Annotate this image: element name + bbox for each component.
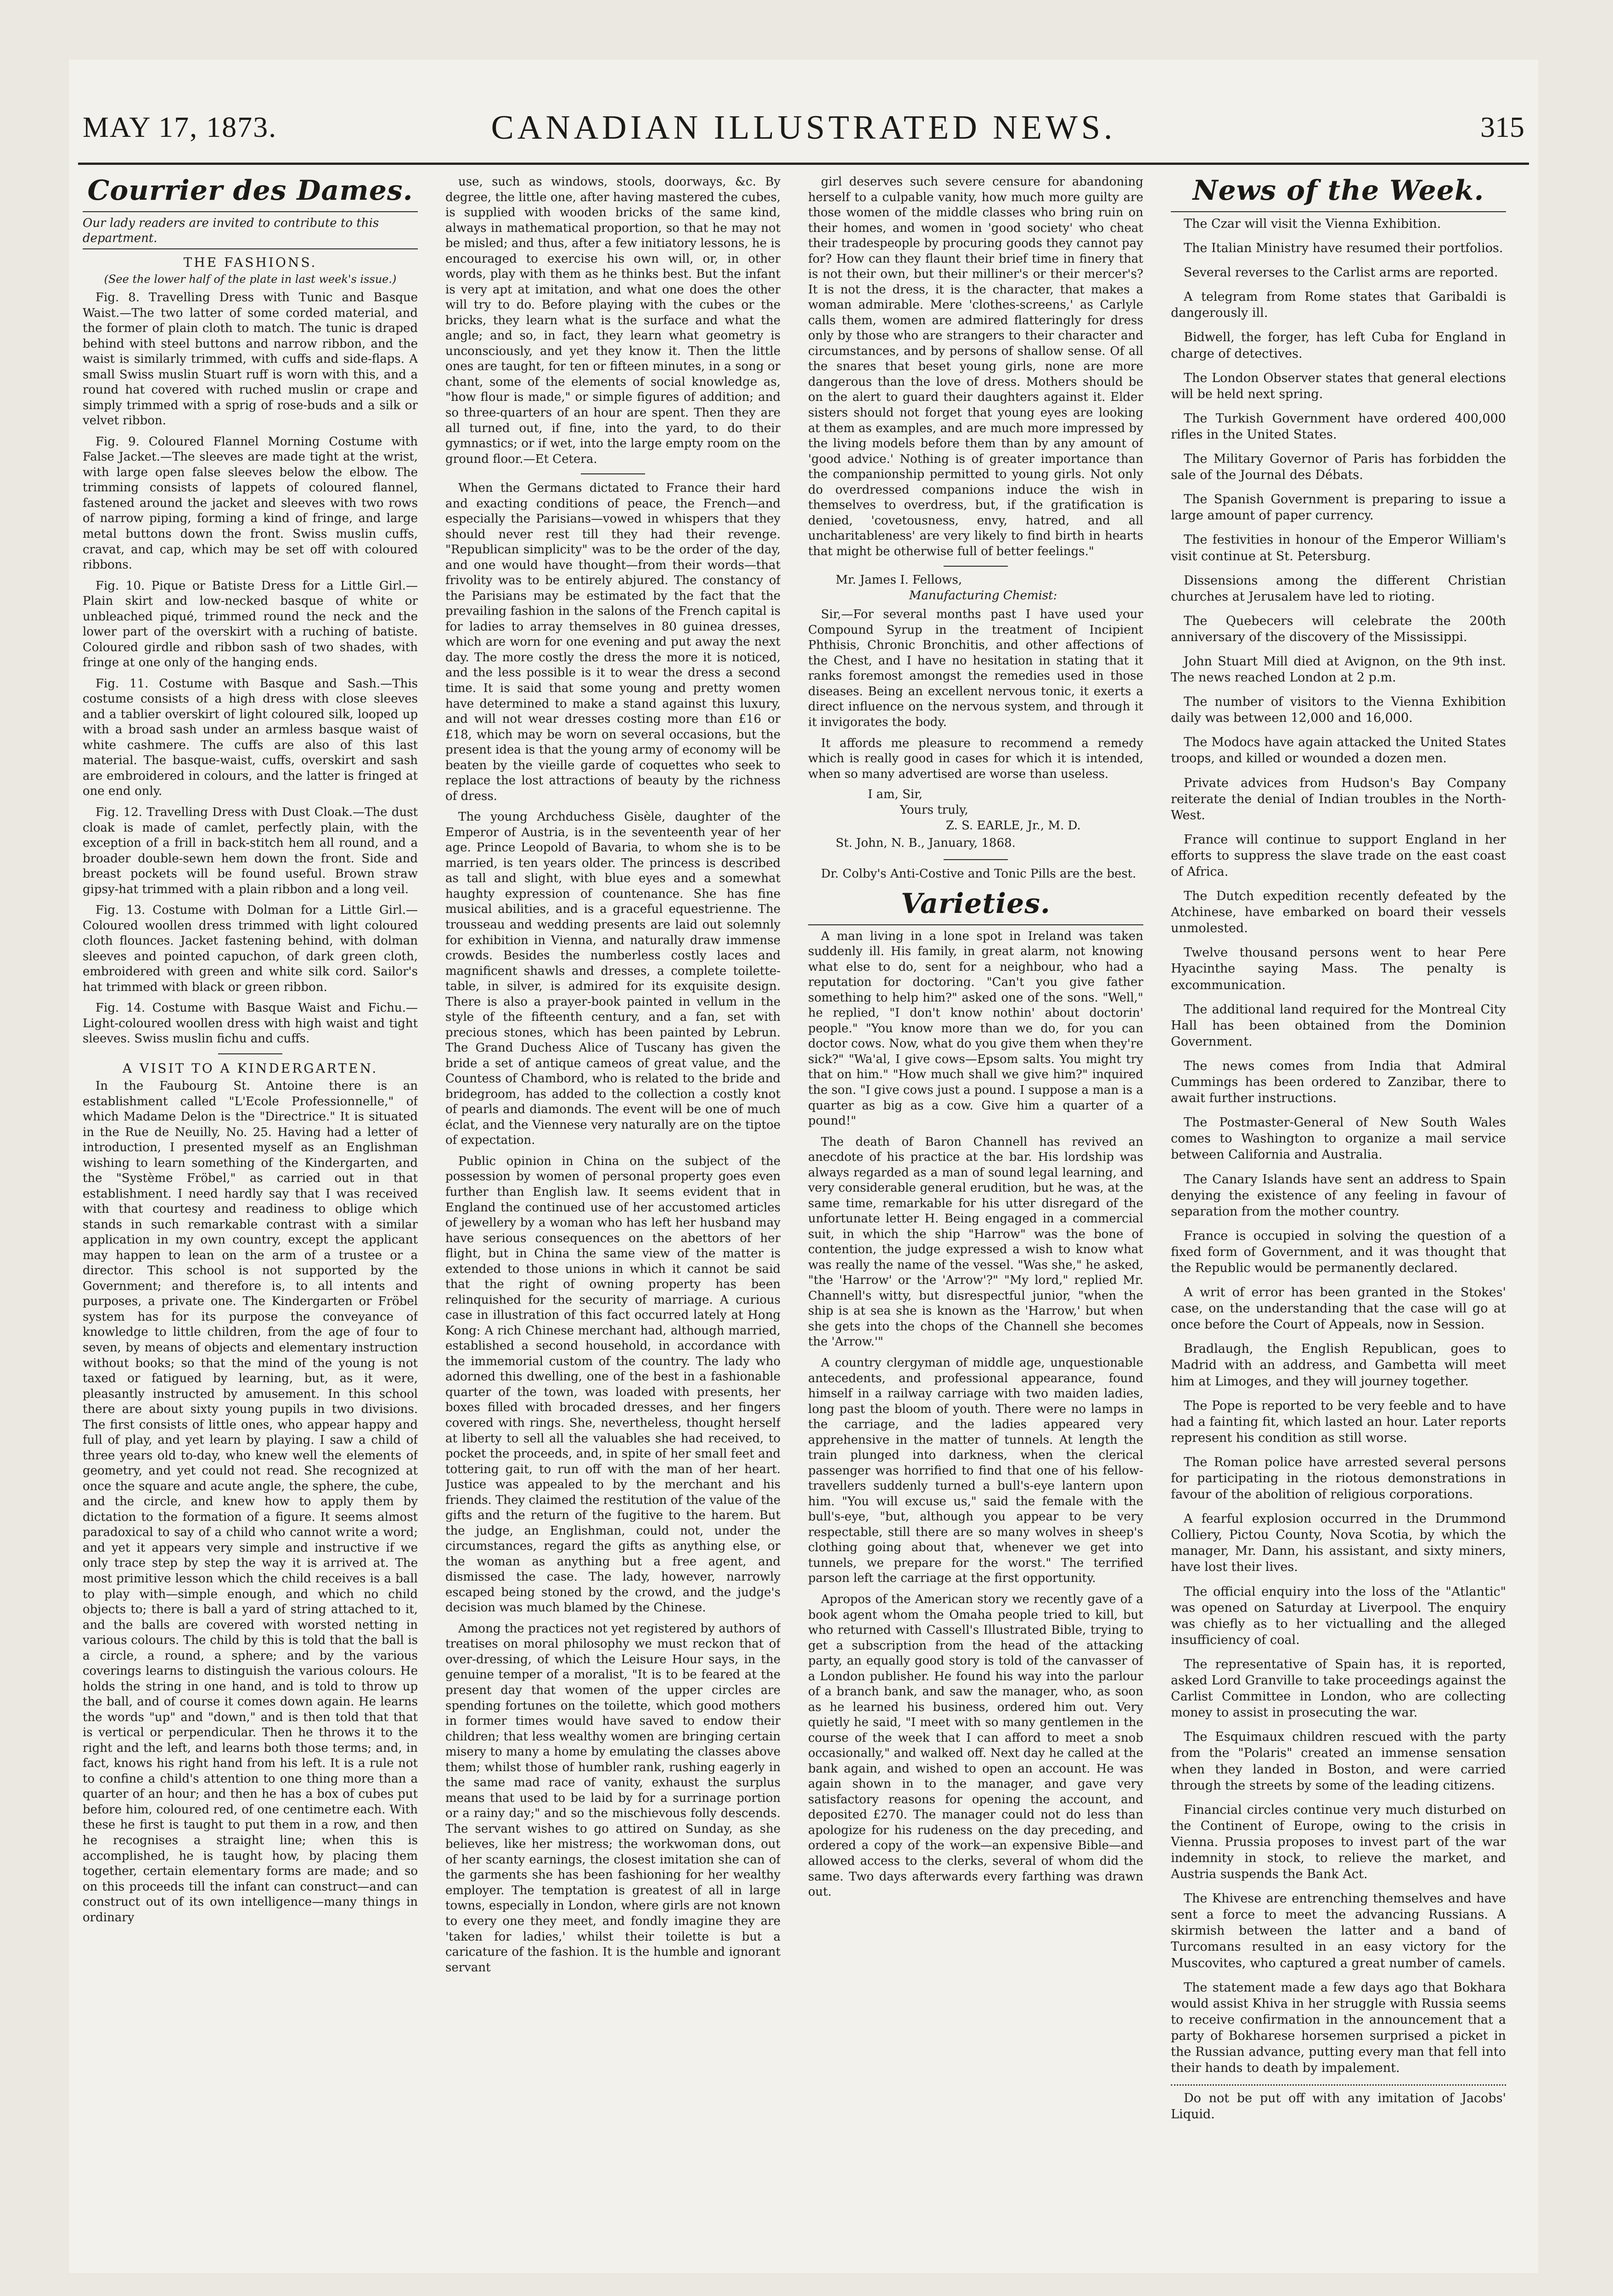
varieties-paragraph: The death of Baron Channell has revived an anecdote of his practice at the bar. His lordship was always regarded as a man of sound legal learning, and very considerable general erudition, but he was, at the same time, remarkable for his utter disregard of the unfortunate letter H. Being engaged in a commercial suit, in which the ship "Harrow" was the bone of contention, the judge expressed a wish to know what was really the name of the vessel. "Was she," he asked, "the 'Harrow' or the 'Arrow'?" "My lord," replied Mr. Channell's witty, but disrespectful junior, "when the ship is at sea she is known as the 'Harrow,' but when she gets into the chops of the Channell she becomes the 'Arrow.'" <box>808 1135 1143 1349</box>
fashion-item: Fig. 8. Travelling Dress with Tunic and Basque Waist.—The two latter of some corded material, and the former of plain cloth to match. The tunic is draped behind with steel buttons and narrow ribbon, and the waist is similarly trimmed, with cuffs and side-flaps. A small Swiss muslin Stuart ruff is worn with this, and a round hat covered with ruched muslin or crape and simply trimmed with a sprig of rose-buds and a silk or velvet ribbon. <box>83 291 418 428</box>
advertisement-line: Dr. Colby's Anti-Costive and Tonic Pills are the best. <box>821 867 1136 881</box>
news-item: The statement made a few days ago that Bokhara would assist Khiva in her struggle with Russia seems to receive confirmation in the announcement that a party of Bokharese horsemen surprised a picket in the Russian advance, putting every man that fell into their hands to death by impalement. <box>1171 1980 1506 2076</box>
divider <box>1171 211 1506 212</box>
page-number: 315 <box>1480 111 1524 143</box>
news-item: The news comes from India that Admiral Cummings has been ordered to Zanzibar, there to await further instructions. <box>1171 1058 1506 1106</box>
divider <box>83 211 418 212</box>
fashion-item: Fig. 14. Costume with Basque Waist and Fichu.—Light-coloured woollen dress with high waist and tight sleeves. Swiss muslin fichu and cuffs. <box>83 1001 418 1046</box>
news-item: France is occupied in solving the question of a fixed form of Government, and it was thought that the Republic would be permanently declared. <box>1171 1228 1506 1275</box>
fashion-item: Fig. 13. Costume with Dolman for a Little Girl.—Coloured woollen dress trimmed with light coloured cloth flounces. Jacket fastening behind, with dolman sleeves and pointed capuchon, of dark green cloth, embroidered with green and white silk cord. Sailor's hat trimmed with black or green ribbon. <box>83 903 418 994</box>
letter-addressee: Mr. James I. Fellows, <box>836 573 962 587</box>
kindergarten-heading: A VISIT TO A KINDERGARTEN. <box>122 1060 378 1076</box>
news-item: The Turkish Government have ordered 400,000 rifles in the United States. <box>1171 411 1506 442</box>
news-item: The Modocs have again attacked the United States troops, and killed or wounded a dozen men. <box>1171 735 1506 766</box>
news-item: A fearful explosion occurred in the Drummond Colliery, Pictou County, Nova Scotia, by which the manager, Mr. Dann, his assistant, and sixty miners, have lost their lives. <box>1171 1512 1506 1575</box>
fashions-subheading: (See the lower half of the plate in last week's issue.) <box>104 273 397 286</box>
divider <box>1171 2084 1506 2086</box>
masthead-rule <box>78 163 1529 165</box>
news-item: The Spanish Government is preparing to issue a large amount of paper currency. <box>1171 492 1506 523</box>
news-item: The Khivese are entrenching themselves and have sent a force to meet the advancing Russians. A skirmish between the latter and a band of Turcomans resulted in an easy victory for the Muscovites, who captured a great number of camels. <box>1171 1891 1506 1970</box>
news-item: The representative of Spain has, it is reported, asked Lord Granville to take proceedings against the Carlist Committee in London, who are collecting money to assist in prosecuting the war. <box>1171 1657 1506 1720</box>
article-paragraph: When the Germans dictated to France their hard and exacting conditions of peace, the French—and especially the Parisians—vowed in whispers that they should never rest till they had their revenge. "Republican simplicity" was to be the order of the day, and one would have thought—from their words—that frivolity was to be entirely abjured. The constancy of the Parisians may be estimated by the fact that the prevailing fashion in the salons of the French capital is for ladies to array themselves in 80 guinea dresses, which are worn for one evening and put away the next day. The more costly the dress the more it is noticed, and the less possible is it to wear the dress a second time. It is said that some young and pretty women have determined to make a stand against this luxury, and will not wear dresses costing more than £16 or £18, which may be worn on several occasions, but the present idea is that the young army of economy will be beaten by the vieille garde of coquettes who seek to replace the lost attractions of beauty by the richness of dress. <box>445 481 781 803</box>
news-item: Dissensions among the different Christian churches at Jerusalem have led to rioting. <box>1171 573 1506 604</box>
news-item: The festivities in honour of the Emperor William's visit continue at St. Petersburg. <box>1171 533 1506 563</box>
letter-addressee-title: Manufacturing Chemist: <box>909 589 1057 603</box>
news-item: Several reverses to the Carlist arms are reported. <box>1184 265 1498 280</box>
masthead <box>69 110 1538 161</box>
news-list <box>1171 216 1506 2076</box>
news-item: John Stuart Mill died at Avignon, on the 9th inst. The news reached London at 2 p.m. <box>1171 654 1506 685</box>
news-item: The number of visitors to the Vienna Exhibition daily was between 12,000 and 16,000. <box>1171 695 1506 726</box>
news-item: A writ of error has been granted in the Stokes' case, on the understanding that the case will go at once before the Court of Appeals, now in Session. <box>1171 1285 1506 1332</box>
news-item: The London Observer states that general elections will be held next spring. <box>1171 371 1506 401</box>
column-1 <box>83 174 418 2259</box>
news-item: France will continue to support England in her efforts to suppress the slave trade on the east coast of Africa. <box>1171 832 1506 879</box>
fashion-item: Fig. 9. Coloured Flannel Morning Costume with False Jacket.—The sleeves are made tight at the wrist, with large open false sleeves below the elbow. The trimming consists of lappets of coloured flannel, fastened around the jacket and sleeves with two rows of narrow piping, forming a kind of fringe, and large metal buttons down the front. Swiss muslin cuffs, cravat, and cap, which may be set off with coloured ribbons. <box>83 434 418 572</box>
news-item: The Roman police have arrested several persons for participating in the riotous demonstrations in favour of the abolition of religious corporations. <box>1171 1455 1506 1502</box>
news-item: The Pope is reported to be very feeble and to have had a fainting fit, which lasted an hour. Later reports represent his condition as still worse. <box>1171 1398 1506 1445</box>
news-item: Bradlaugh, the English Republican, goes to Madrid with an address, and Gambetta will meet him at Limoges, and they will journey together. <box>1171 1342 1506 1389</box>
article-paragraph: girl deserves such severe censure for abandoning herself to a culpable vanity, how much more guilty are those women of the middle classes who bring ruin on their homes, and women in 'good society' who cheat their tradespeople by procuring goods they cannot pay for? How can they flaunt their brief time in finery that is not their own, but their milliner's or their mercer's? It is not the dress, it is the character, that makes a woman admirable. Mere 'clothes-screens,' as Carlyle calls them, women are admired flatteringly for dress only by those who are strangers to their character and circumstances, and by persons of shallow sense. Of all the snares that beset young girls, none are more dangerous than the love of dress. Mothers should be on the alert to guard their daughters against it. Elder sisters should not forget that young eyes are looking at them as examples, and are much more impressed by the living models before them than by any amount of 'good advice.' Nothing is of greater importance than the companionship permitted to young girls. Not only do overdressed companions induce the wish in themselves to overdress, but, if the gratification is denied, 'covetousness, envy, hatred, and all uncharitableness' are very likely to find birth in hearts that might be otherwise full of better feelings." <box>808 175 1143 558</box>
varieties-paragraph: Apropos of the American story we recently gave of a book agent whom the Omaha people tried to kill, but who returned with Cassell's Illustrated Bible, trying to get a subscription from the head of the attacking party, an equally good story is told of the canvasser of a London publisher. He found his way into the parlour of a branch bank, and saw the manager, who, as soon as he learned his business, ordered him out. Very quietly he said, "I meet with so many gentlemen in the course of the week that I can afford to meet a snob occasionally," and walked off. Next day he called at the bank again, and wished to open an account. He was again shown in to the manager, and gave very satisfactory reasons for opening the account, and deposited £270. The manager could not do less than apologize for his rudeness on the day preceding, and ordered a copy of the work—an expensive Bible—and allowed access to the clerks, several of whom did the same. Two days afterwards every farthing was drawn out. <box>808 1592 1143 1899</box>
newspaper-title: CANADIAN ILLUSTRATED NEWS. <box>491 109 1116 146</box>
news-item: A telegram from Rome states that Garibaldi is dangerously ill. <box>1171 290 1506 321</box>
news-item: The additional land required for the Montreal City Hall has been obtained from the Dominion Government. <box>1171 1002 1506 1049</box>
article-paragraph: Public opinion in China on the subject of the possession by women of personal property goes even further than English law. It seems evident that in England the continued use of her accustomed articles of jewellery by a woman who has left her husband may have serious consequences on the abettors of her flight, but in China the same view of the matter is extended to those unions in which it cannot be said that the right of owning property has been relinquished for the security of marriage. A curious case in illustration of this fact occurred lately at Hong Kong: A rich Chinese merchant had, although married, established a second household, in accordance with the immemorial custom of the country. The lady who adorned this dwelling, one of the best in a fashionable quarter of the town, was loaded with presents, her boxes filled with brocaded dresses, and her fingers covered with rings. She, nevertheless, thought herself at liberty to sell all the valuables she had received, to pocket the proceeds, and, in spite of her small feet and tottering gait, to run off with the man of her heart. Justice was appealed to by the merchant and his friends. They claimed the restitution of the value of the gifts and the return of the fugitive to the harem. But the judge, an Englishman, could not, under the circumstances, regard the gifts as anything else, or the woman as anything but a free agent, and dismissed the case. The lady, however, narrowly escaped being stoned by the crowd, and the judge's decision was much blamed by the Chinese. <box>445 1154 781 1615</box>
letter-closing: Yours truly, <box>900 803 968 817</box>
article-paragraph: use, such as windows, stools, doorways, &c. By degree, the little one, after having mastered the cubes, is supplied with wooden bricks of the same kind, always in mathematical proportion, so that he may not be misled; and thus, after a few initiatory lessons, he is encouraged to exercise his own will, or, in other words, play with them as he thinks best. But the infant is very apt at imitation, and what one does the other will try to do. Before playing with the cubes or the bricks, they learn what is the surface and what the angle; and so, in fact, they learn what geometry is unconsciously, and yet they know it. Then the little ones are taught, for ten or fifteen minutes, in a song or chant, some of the elements of social knowledge as, "how flour is made," or simple figures of addition; and so three-quarters of an hour are spent. Then they are all turned out, if fine, into the yard, to do their gymnastics; or if wet, into the large empty room on the ground floor.—Et Cetera. <box>445 175 781 466</box>
fashion-item: Fig. 10. Pique or Batiste Dress for a Little Girl.—Plain skirt and low-necked basque of white or unbleached piqué, trimmed round the neck and the lower part of the overskirt with a ruching of batiste. Coloured girdle and ribbon sash of two shades, with fringe at one only of the hanging ends. <box>83 579 418 670</box>
letter-signature: Z. S. EARLE, Jr., M. D. <box>946 819 1081 833</box>
issue-date: MAY 17, 1873. <box>83 111 277 143</box>
news-footer: Do not be put off with any imitation of Jacobs' Liquid. <box>1171 2091 1506 2122</box>
news-item: Private advices from Hudson's Bay Company reiterate the denial of Indian troubles in the North-West. <box>1171 776 1506 822</box>
letter-paragraph: It affords me pleasure to recommend a remedy which is really good in cases for which it is intended, when so many advertised are worse than useless. <box>808 736 1143 781</box>
kindergarten-paragraph: In the Faubourg St. Antoine there is an establishment called "L'Ecole Professionnelle," of which Madame Delon is the "Directrice." It is situated in the Rue de Neuilly, No. 25. Having had a letter of introduction, I presented myself as an Englishman wishing to learn something of the Kindergarten, and the "Système Fröbel," as carried out in that establishment. I need hardly say that I was received with that courtesy and readiness to oblige which stands in such remarkable contrast with a similar application in my own country, except the applicant may happen to lean on the arm of a trustee or a director. This school is not supported by the Government; and therefore is, to all intents and purposes, a private one. The Kindergarten or Fröbel system has for its purpose the conveyance of knowledge to little children, from the age of four to seven, by means of objects and elementary instruction without books; so that the mind of the young is not taxed or fatigued by learning, but, as it were, pleasantly instructed by amusement. In this school there are about sixty young pupils in two divisions. The first consists of little ones, who appear happy and full of play, and yet learn by playing. I saw a child of three years old to-day, who knew well the elements of geometry, and yet could not read. She recognized at once the square and acute angle, the sphere, the cube, and the circle, and knew how to apply them by dictation to the formation of a figure. It seems almost paradoxical to say of a child who cannot write a word; and yet it appears very simple and instructive if we only trace step by step the way it is arrived at. The most primitive lesson which the child receives is a ball to play with—simple enough, and which no child objects to; there is ball a yard of string attached to it, and the balls are covered with worsted netting in various colours. The child by this is told that the ball is a circle, a round, a sphere; and by the various coverings learns to distinguish the various colours. He holds the string in one hand, and is told to throw up the ball, and of course it comes down again. He learns the words "up" and "down," and is then told that that is vertical or perpendicular. Then he throws it to the right and the left, and learns both those terms; and, in fact, knows his right hand from his left. It is a rule not to confine a child's attention to one thing more than a quarter of an hour; and then he has a box of cubes put before him, coloured red, of one centimetre each. With these he first is taught to put them in a row, and then he recognises a straight line; when this is accomplished, he is taught how, by placing them together, certain elementary forms are made; and so on this proceeds till the infant can construct—and can construct out of its own intelligence—many things in ordinary <box>83 1079 418 1925</box>
news-item: The official enquiry into the loss of the "Atlantic" was opened on Saturday at Liverpool. The enquiry was chiefly as to her victualling and the alleged insufficiency of coal. <box>1171 1584 1506 1647</box>
divider <box>944 566 1008 567</box>
letter-paragraph: Sir,—For several months past I have used your Compound Syrup in the treatment of Incipient Phthisis, Chronic Bronchitis, and other affections of the Chest, and I have no hesitation in stating that it ranks foremost amongst the remedies used in those diseases. Being an excellent nervous tonic, it exerts a direct influence on the nervous system, and through it it invigorates the body. <box>808 608 1143 729</box>
varieties-heading: Varieties. <box>901 887 1051 920</box>
divider <box>218 1053 282 1054</box>
fashion-item: Fig. 12. Travelling Dress with Dust Cloak.—The dust cloak is made of camlet, perfectly plain, with the exception of a frill in back-stitch hem all round, and a broader double-sewn hem down the front. Side and breast pockets will be found useful. Brown straw gipsy-hat trimmed with a plain ribbon and a long veil. <box>83 805 418 896</box>
fashions-heading: THE FASHIONS. <box>183 255 317 270</box>
divider <box>808 924 1143 925</box>
divider <box>581 473 645 474</box>
news-item: Financial circles continue very much disturbed on the Continent of Europe, owing to the crisis in Vienna. Prussia proposes to invest part of the war indemnity in stock, to relieve the market, and Austria suspends the Bank Act. <box>1171 1802 1506 1882</box>
newspaper-page <box>69 60 1538 2273</box>
news-item: The Czar will visit the Vienna Exhibition. <box>1184 217 1441 231</box>
news-item: The Italian Ministry have resumed their portfolios. <box>1184 241 1503 256</box>
varieties-paragraph: A country clergyman of middle age, unquestionable antecedents, and professional appearance, found himself in a railway carriage with two maiden ladies, long past the bloom of youth. There were no lamps in the carriage, and the ladies appeared very apprehensive in the matter of tunnels. At length the train plunged into darkness, when the clerical passenger was horrified to find that one of his fellow-travellers suddenly turned a bull's-eye lantern upon him. "You will excuse us," said the female with the bull's-eye, "but, although you appear to be very respectable, still there are so many wolves in sheep's clothing going about that, whenever we get into tunnels, we prepare for the worst." The terrified parson left the carriage at the first opportunity. <box>808 1356 1143 1586</box>
divider <box>83 248 418 249</box>
fashion-item: Fig. 11. Costume with Basque and Sash.—This costume consists of a high dress with close sleeves and a tablier overskirt of light coloured silk, looped up with a broad sash under an armless basque waist of white cashmere. The cuffs are also of this last material. The basque-waist, cuffs, overskirt and sash are embroidered in colours, and the latter is fringed at one end only. <box>83 676 418 799</box>
courrier-heading: Courrier des Dames. <box>87 174 413 207</box>
article-paragraph: Among the practices not yet registered by authors of treatises on moral philosophy we must reckon that of over-dressing, of which the Leisure Hour says, in the genuine temper of a moralist, "It is to be feared at the present day that women of the upper circles are spending fortunes on the toilette, which good mothers in former times would have saved to endow their children; that less wealthy women are bringing certain misery to many a home by emulating the classes above them; whilst those of humbler rank, rushing eagerly in the same mad race of vanity, exhaust the surplus means that used to be laid by for a surrinage portion or a rainy day;" and so the mischievous folly descends. The servant wishes to go attired on Sunday, as she believes, like her mistress; the workwoman dons, out of her scanty earnings, the closest imitation she can of the garments she has been fashioning for her wealthy employer. The temptation is greatest of all in large towns, especially in London, where girls are not known to every one they meet, and fondly imagine they are 'taken for ladies,' whilst their toilette is but a caricature of the fashion. It is the humble and ignorant servant <box>445 1621 781 1975</box>
editor-note: Our lady readers are invited to contribute to this department. <box>83 216 379 245</box>
column-2 <box>445 174 781 2259</box>
column-3 <box>808 174 1143 2259</box>
news-item: The Military Governor of Paris has forbidden the sale of the Journal des Débats. <box>1171 452 1506 483</box>
news-item: The Canary Islands have sent an address to Spain denying the existence of any feeling in favour of separation from the mother country. <box>1171 1172 1506 1219</box>
news-item: The Esquimaux children rescued with the party from the "Polaris" created an immense sensation when they landed in Boston, and were carried through the streets by some of the leading citizens. <box>1171 1730 1506 1793</box>
news-item: Twelve thousand persons went to hear Pere Hyacinthe saying Mass. The penalty is excommunication. <box>1171 945 1506 992</box>
news-heading: News of the Week. <box>1192 174 1484 207</box>
divider <box>944 859 1008 860</box>
article-paragraph: The young Archduchess Gisèle, daughter of the Emperor of Austria, is in the seventeenth year of her age. Prince Leopold of Bavaria, to whom she is to be married, is ten years older. The princess is described as tall and slight, with blue eyes and a somewhat haughty expression of countenance. She has fine musical abilities, and is a graceful equestrienne. The trousseau and wedding presents are laid out solemnly for exhibition in Vienna, and naturally draw immense crowds. Besides the numberless costly laces and magnificent shawls and dresses, a complete toilette-table, in silver, is admired for its exquisite design. There is also a prayer-book painted in vellum in the style of the fifteenth century, and a fan, set with precious stones, which has been painted by Lebrun. The Grand Duchess Alice of Tuscany has given the bride a set of antique cameos of great value, and the Countess of Chambord, who is related to the bride and bridegroom, has added to the collection a costly knot of pearls and diamonds. The event will be one of much éclat, and the Viennese very naturally are on the tiptoe of expectation. <box>445 810 781 1148</box>
column-4 <box>1171 174 1506 2259</box>
letter-place-date: St. John, N. B., January, 1868. <box>836 836 1016 850</box>
letter-closing: I am, Sir, <box>868 788 923 802</box>
news-item: Bidwell, the forger, has left Cuba for England in charge of detectives. <box>1171 330 1506 361</box>
news-item: The Quebecers will celebrate the 200th anniversary of the discovery of the Mississippi. <box>1171 613 1506 644</box>
varieties-paragraph: A man living in a lone spot in Ireland was taken suddenly ill. His family, in great alarm, not knowing what else to do, sent for a neighbour, who had a reputation for doctoring. "Can't you give father something to help him?" asked one of the sons. "Well," he replied, "I don't know nothin' about doctorin' people." "You know more than we do, for you can doctor cows. Now, what do you give them when they're sick?" "Wa'al, I give cows—Epsom salts. You might try that on him." "How much shall we give him?" inquired the son. "I give cows just a pound. I suppose a man is a quarter as big as a cow. Give him a quarter of a pound!" <box>808 929 1143 1128</box>
news-item: The Postmaster-General of New South Wales comes to Washington to organize a mail service between California and Australia. <box>1171 1115 1506 1162</box>
news-item: The Dutch expedition recently defeated by the Atchinese, have embarked on board their vessels unmolested. <box>1171 889 1506 936</box>
